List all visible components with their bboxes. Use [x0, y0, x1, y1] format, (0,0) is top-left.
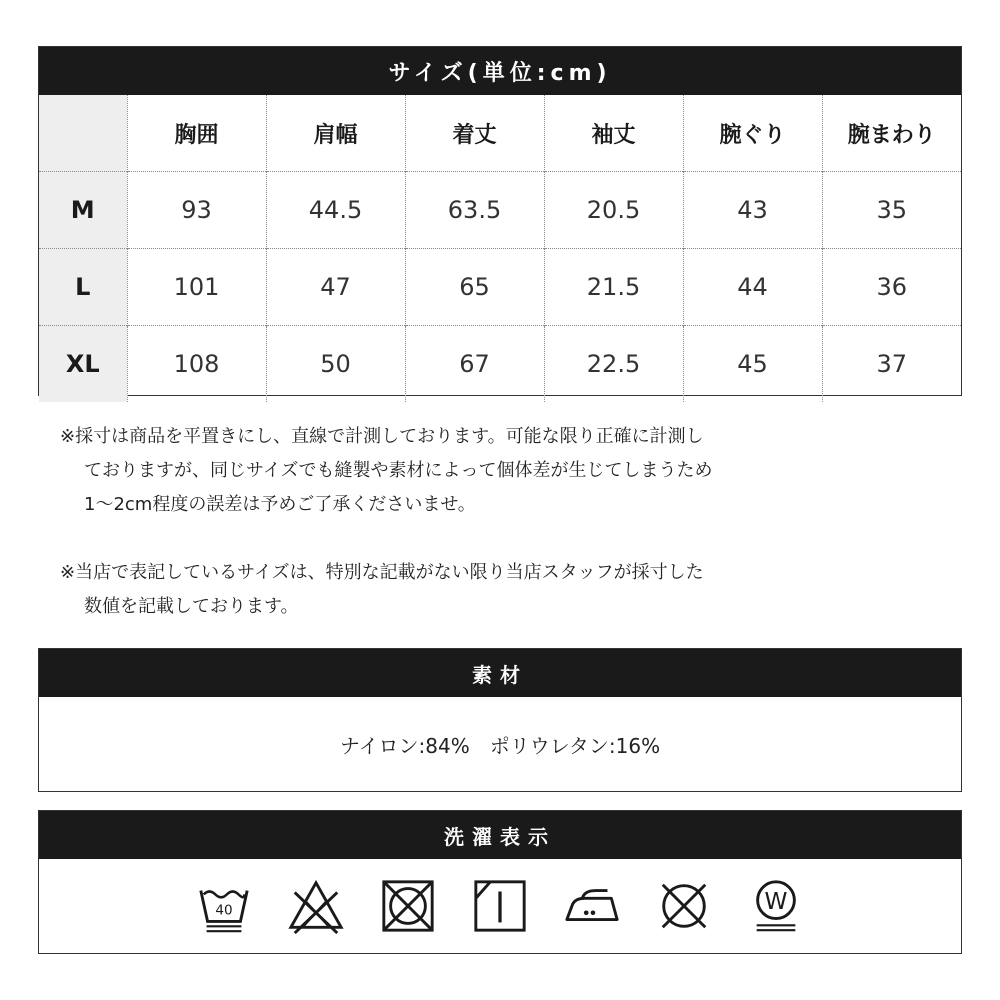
table-row	[39, 249, 961, 326]
size-label: L	[39, 249, 127, 326]
note-line: 1〜2cm程度の誤差は予めご了承くださいませ。	[84, 494, 476, 515]
no-dry-clean-icon	[655, 877, 713, 935]
note-line: ※採寸は商品を平置きにし、直線で計測しております。可能な限り正確に計測し	[60, 426, 704, 447]
table-corner-cell	[39, 95, 127, 172]
column-header: 腕ぐり	[683, 95, 822, 172]
note-line: ※当店で表記しているサイズは、特別な記載がない限り当店スタッフが採寸した	[60, 562, 704, 583]
size-chart-title: サイズ(単位:cm)	[39, 47, 961, 95]
table-cell: 36	[822, 249, 961, 326]
table-cell: 93	[127, 172, 266, 249]
table-cell: 50	[266, 326, 405, 403]
size-chart	[38, 46, 962, 396]
column-header: 腕まわり	[822, 95, 961, 172]
table-cell: 35	[822, 172, 961, 249]
no-tumble-dry-icon	[379, 877, 437, 935]
measurement-notes	[60, 420, 960, 658]
table-cell: 67	[405, 326, 544, 403]
table-cell: 44.5	[266, 172, 405, 249]
table-cell: 21.5	[544, 249, 683, 326]
table-cell: 101	[127, 249, 266, 326]
table-row	[39, 172, 961, 249]
table-cell: 63.5	[405, 172, 544, 249]
table-row	[39, 326, 961, 403]
note-measurement-method	[60, 420, 960, 522]
table-cell: 43	[683, 172, 822, 249]
care-icons-row	[39, 859, 961, 953]
table-cell: 44	[683, 249, 822, 326]
material-title: 素材	[39, 649, 961, 697]
material-section	[38, 648, 962, 792]
table-cell: 45	[683, 326, 822, 403]
table-cell: 37	[822, 326, 961, 403]
table-cell: 22.5	[544, 326, 683, 403]
column-header: 袖丈	[544, 95, 683, 172]
column-header: 肩幅	[266, 95, 405, 172]
table-cell: 65	[405, 249, 544, 326]
table-cell: 47	[266, 249, 405, 326]
care-section	[38, 810, 962, 954]
wash-temperature-label: 40	[215, 902, 233, 919]
wet-clean-icon	[747, 877, 805, 935]
material-composition: ナイロン:84% ポリウレタン:16%	[339, 733, 661, 758]
size-label: XL	[39, 326, 127, 403]
note-line: ておりますが、同じサイズでも縫製や素材によって個体差が生じてしまうため	[84, 460, 713, 481]
note-line: 数値を記載しております。	[84, 596, 299, 617]
wet-clean-label: W	[764, 887, 788, 915]
table-cell: 108	[127, 326, 266, 403]
table-cell: 20.5	[544, 172, 683, 249]
size-table-header-row	[39, 95, 961, 172]
column-header: 着丈	[405, 95, 544, 172]
care-title: 洗濯表示	[39, 811, 961, 859]
column-header: 胸囲	[127, 95, 266, 172]
size-label: M	[39, 172, 127, 249]
wash-40-icon	[195, 877, 253, 935]
note-size-notation	[60, 556, 960, 624]
iron-low-icon	[563, 877, 621, 935]
no-bleach-icon	[287, 877, 345, 935]
drip-dry-icon	[471, 877, 529, 935]
size-table	[39, 95, 961, 402]
